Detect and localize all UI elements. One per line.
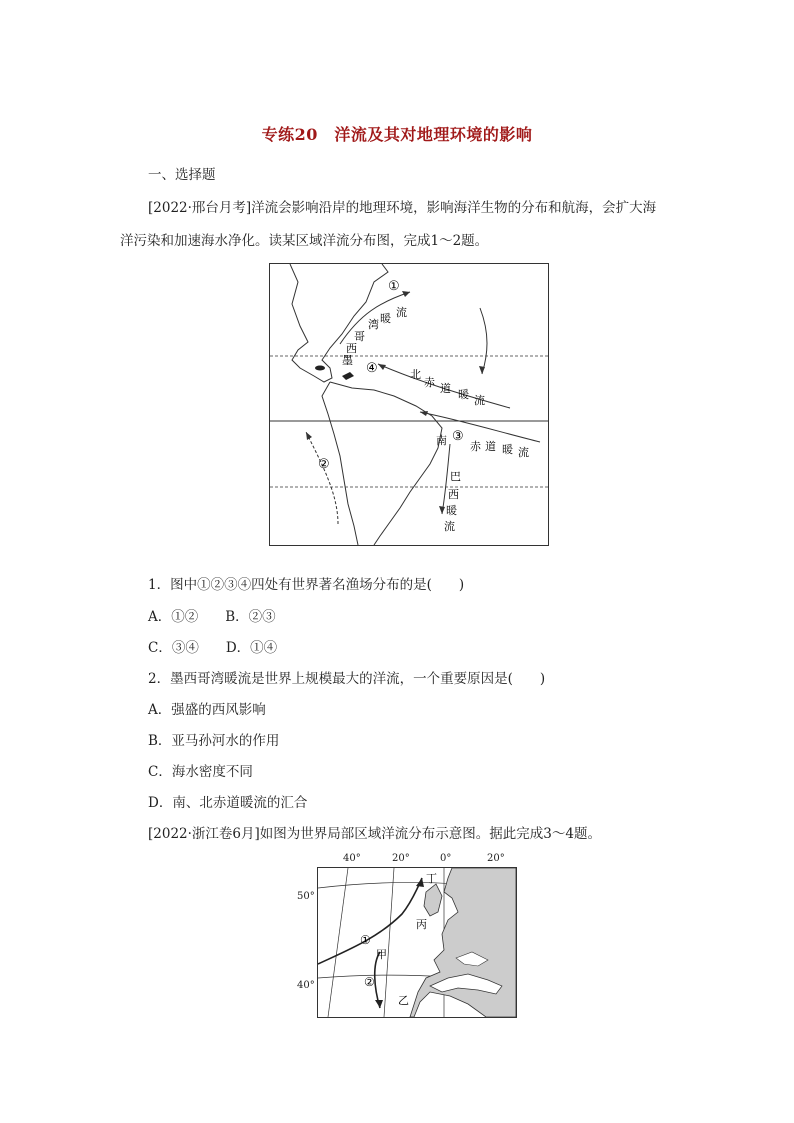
label-mexico-1: 西: [346, 342, 357, 355]
label-brazil-3: 流: [444, 520, 455, 533]
label-north-eq-2: 道: [440, 382, 451, 395]
label-jia: 甲: [376, 948, 387, 961]
section-heading: 一、选择题: [148, 167, 216, 183]
label-north-eq-3: 暖: [458, 388, 469, 401]
intro-line-1: [2022·邢台月考]洋流会影响沿岸的地理环境，影响海洋生物的分布和航海，会扩大海: [148, 200, 657, 216]
label-brazil-2: 暖: [446, 504, 457, 517]
british-isles: [424, 884, 442, 916]
question-2-option-c: C．海水密度不同: [148, 764, 253, 780]
island-cuba: [315, 366, 325, 371]
intro-question-3-4: [2022·浙江卷6月]如图为世界局部区域洋流分布示意图。据此完成3～4题。: [148, 826, 601, 842]
label-south-eq-2: 道: [485, 440, 496, 453]
label-brazil-0: 巴: [450, 470, 461, 483]
question-1-options-cd: C．③④ D．①④: [148, 640, 278, 656]
label-current-2: ②: [364, 975, 375, 989]
label-brazil-1: 西: [448, 488, 459, 501]
label-yi: 乙: [398, 994, 409, 1007]
longitude-label-20w: 20°: [392, 853, 410, 864]
latitude-label-40n: 40°: [297, 980, 315, 991]
peru-current-arrowhead: [306, 432, 312, 440]
label-mexico-0: 墨: [342, 354, 353, 367]
label-mexico-2: 哥: [354, 330, 365, 343]
grid-lon-40w: [328, 868, 348, 1017]
grid-lon-20w: [384, 868, 394, 1017]
label-bing: 丙: [416, 918, 427, 931]
label-mexico-4: 暖: [380, 312, 391, 325]
europe-landmass: [410, 868, 516, 1017]
ocean-current-map-americas: [269, 263, 549, 546]
label-north-eq-1: 赤: [424, 376, 435, 389]
label-south-eq-3: 暖: [502, 443, 513, 456]
map1-svg: [270, 264, 548, 545]
ocean-current-map-europe: [317, 867, 517, 1018]
label-3: ③: [452, 429, 464, 444]
question-2-stem: 2．墨西哥湾暖流是世界上规模最大的洋流，一个重要原因是( ): [148, 671, 546, 687]
label-current-1: ①: [360, 933, 371, 947]
label-ding: 丁: [426, 872, 437, 885]
page-title: 专练20 洋流及其对地理环境的影响: [261, 125, 533, 144]
canary-current-arrowhead: [479, 366, 485, 374]
label-north-eq-4: 流: [474, 394, 485, 407]
map2-svg: [318, 868, 516, 1017]
longitude-label-0: 0°: [440, 853, 452, 864]
latitude-label-50n: 50°: [297, 891, 315, 902]
question-1-options-ab: A．①② B．②③: [148, 609, 276, 625]
label-north-eq-0: 北: [410, 368, 421, 381]
north-atlantic-drift-arrow: [318, 878, 422, 964]
longitude-label-40w: 40°: [343, 853, 361, 864]
label-mexico-5: 流: [396, 306, 407, 319]
north-equatorial-arrowhead: [378, 364, 386, 370]
south-america-east-coast: [330, 382, 442, 545]
label-south-eq-4: 流: [518, 446, 529, 459]
question-1-stem: 1．图中①②③④四处有世界著名渔场分布的是( ): [148, 577, 465, 593]
label-mexico-3: 湾: [368, 318, 379, 331]
canary-current-arrow: [480, 308, 487, 374]
label-2: ②: [318, 457, 330, 472]
intro-line-2: 洋污染和加速海水净化。读某区域洋流分布图，完成1～2题。: [120, 233, 489, 249]
longitude-label-20e: 20°: [487, 853, 505, 864]
peru-current-arrow: [306, 432, 338, 524]
brazil-current-arrowhead: [439, 506, 445, 514]
question-2-option-b: B．亚马孙河水的作用: [148, 733, 280, 749]
question-2-option-a: A．强盛的西风影响: [148, 702, 266, 718]
label-south-eq-0: 南: [436, 434, 447, 447]
question-2-option-d: D．南、北赤道暖流的汇合: [148, 795, 308, 811]
label-south-eq-1: 赤: [470, 440, 481, 453]
island-hispaniola: [342, 372, 354, 380]
label-1: ①: [388, 279, 400, 294]
label-4: ④: [366, 361, 378, 376]
